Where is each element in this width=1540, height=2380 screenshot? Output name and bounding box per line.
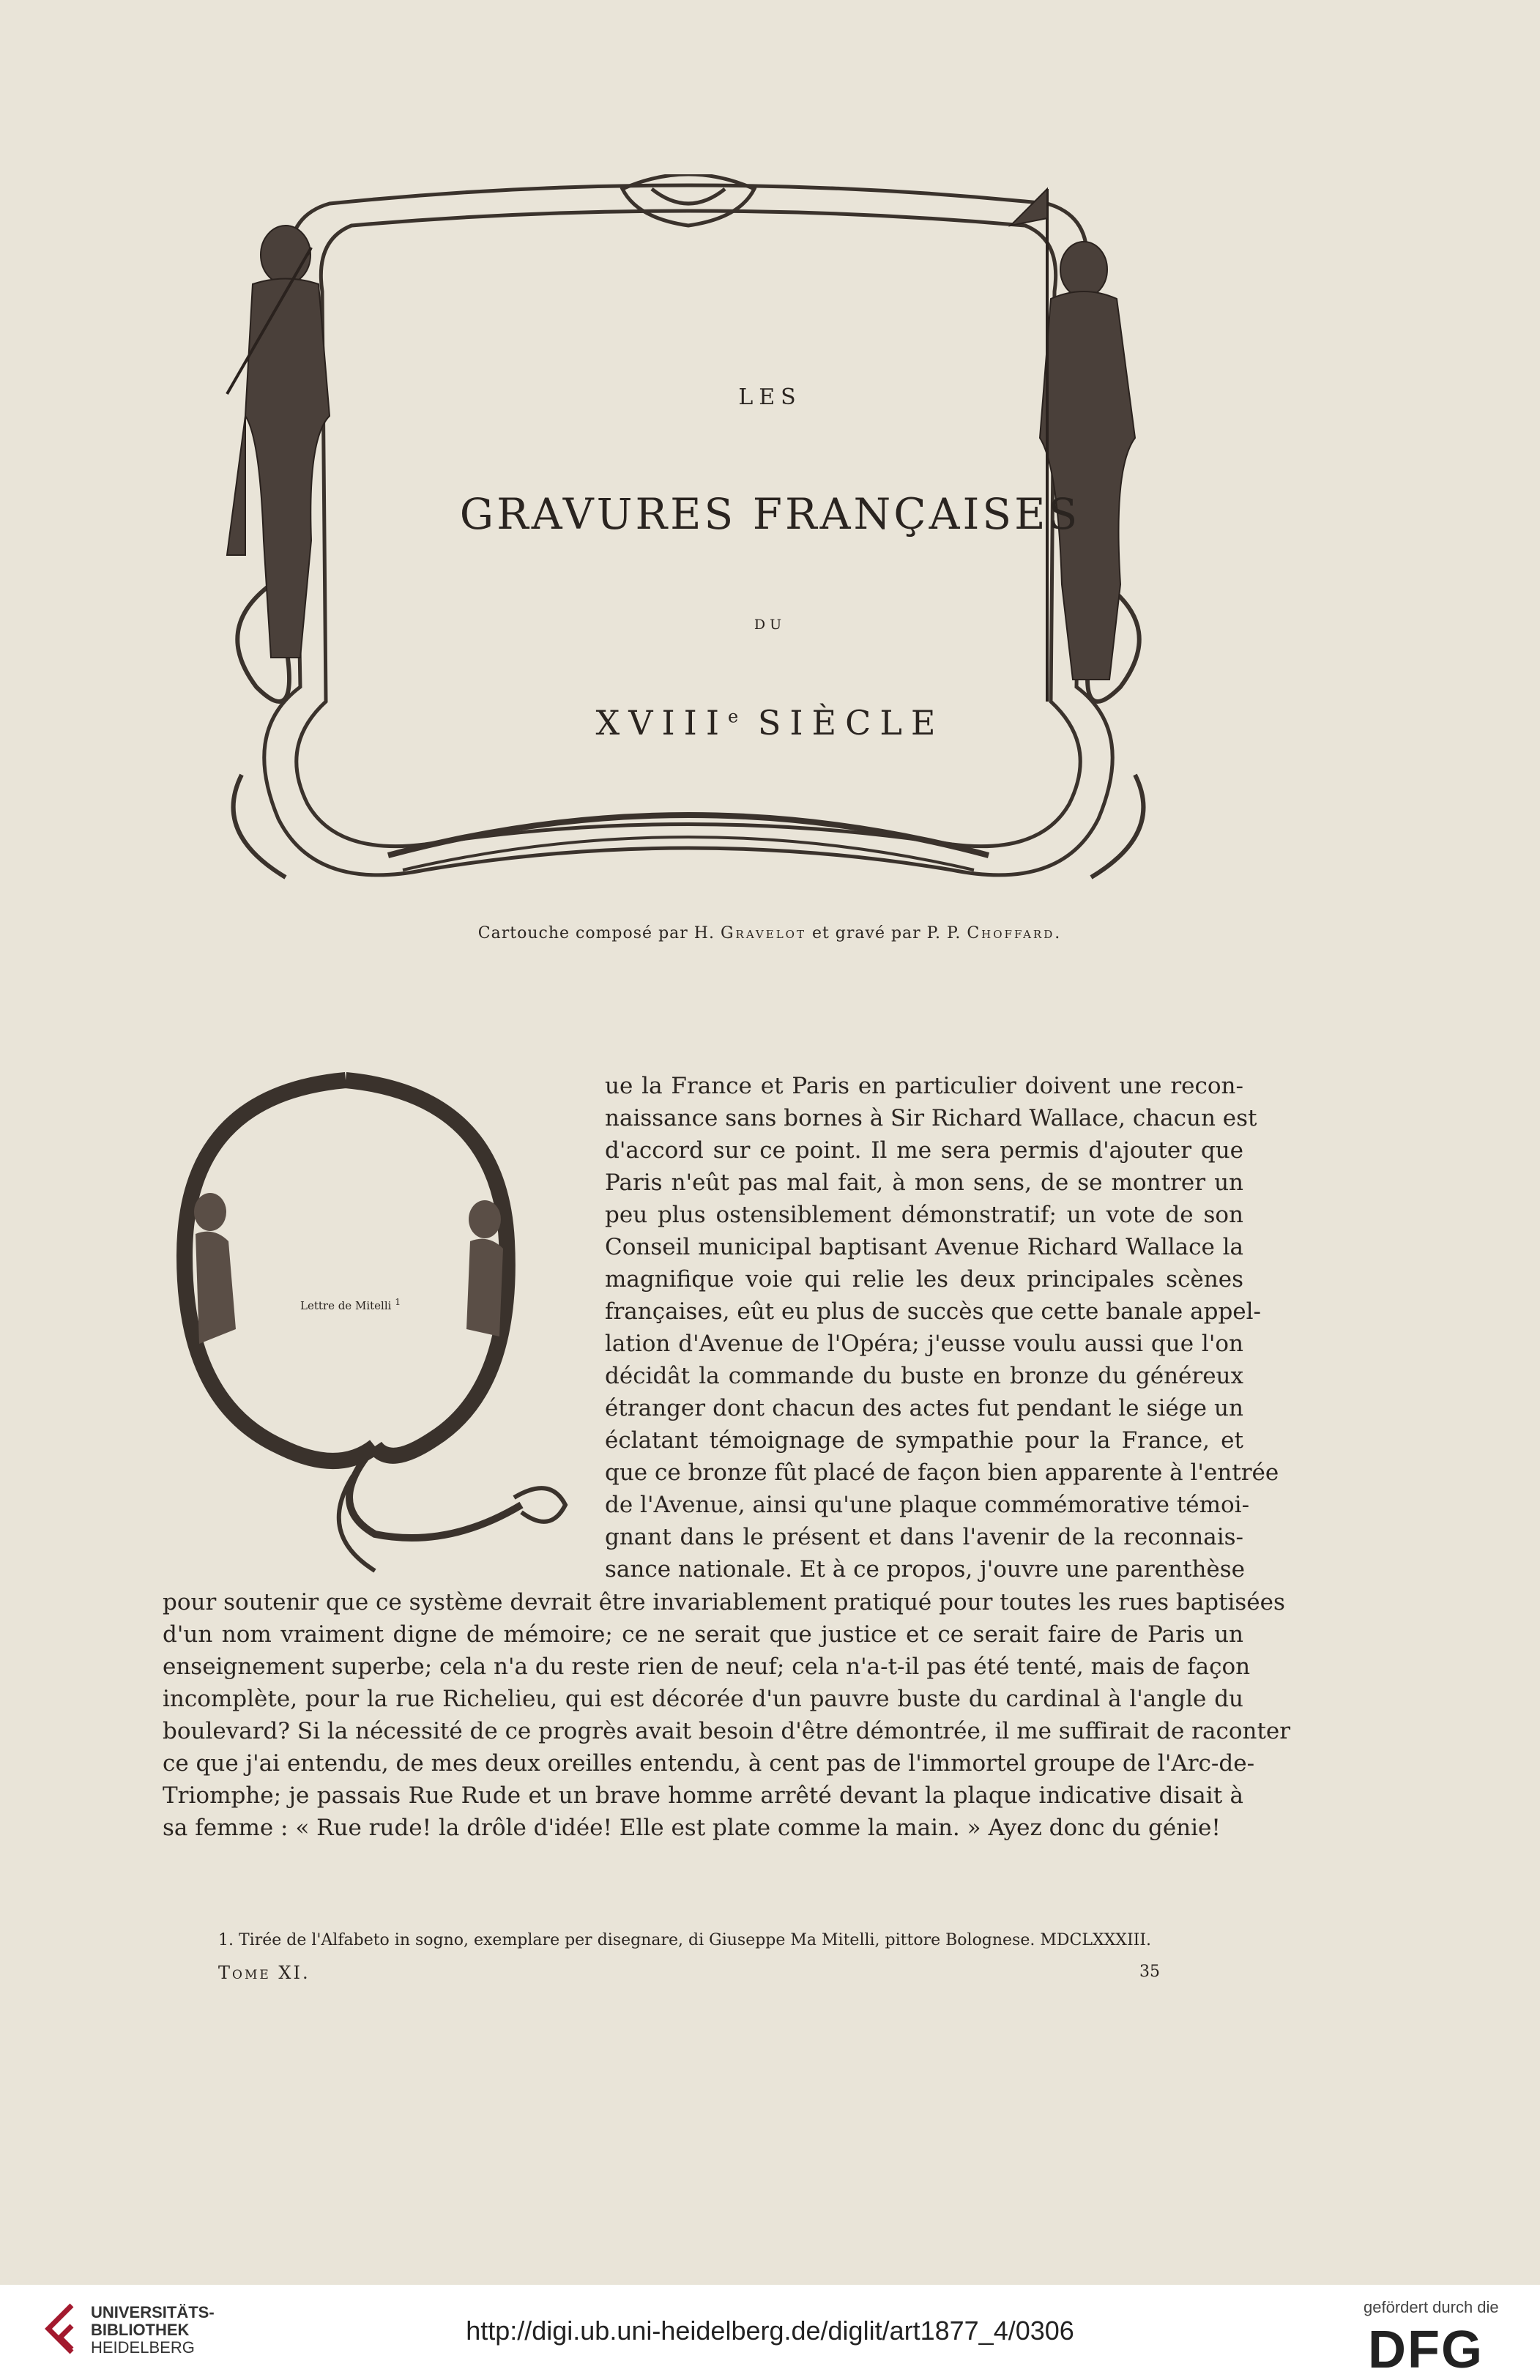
text-line: pour soutenir que ce système devrait être invariablement pratiqué pour toutes les rues baptisées [163, 1589, 1285, 1615]
volume-label: Tome XI. [218, 1963, 310, 1983]
page-number: 35 [1139, 1963, 1160, 1981]
century-numeral: XVIII [595, 703, 729, 743]
text-line: enseignement superbe; cela n'a du reste rien de neuf; cela n'a-t-il pas été tenté, mais de façon [163, 1654, 1251, 1680]
text-line: françaises, eût eu plus de succès que cette banale appel- [605, 1298, 1262, 1325]
text-line: que ce bronze fût placé de façon bien apparente à l'entrée [605, 1459, 1279, 1486]
initial-letter-caption-text: Lettre de Mitelli [300, 1299, 392, 1312]
text-line: Conseil municipal baptisant Avenue Richard Wallace la [605, 1234, 1243, 1260]
text-line: incomplète, pour la rue Richelieu, qui est décorée d'un pauvre buste du cardinal à l'angle du [163, 1686, 1243, 1712]
dfg-logo: DFG [1368, 2321, 1484, 2379]
caption-engraver-2: Choffard. [967, 924, 1063, 942]
text-line: décidât la commande du buste en bronze du généreux [605, 1363, 1243, 1389]
text-line: gnant dans le présent et dans l'avenir de la reconnais- [605, 1524, 1243, 1550]
text-line: magnifique voie qui relie les deux principales scènes [605, 1266, 1243, 1293]
text-line: peu plus ostensiblement démonstratif; un vote de son [605, 1202, 1243, 1228]
initial-letter-q [155, 1066, 595, 1600]
digitization-footer [0, 2285, 1540, 2380]
library-name-line1: UNIVERSITÄTS- [91, 2303, 215, 2321]
cartouche-engraving [183, 174, 1194, 914]
funder-label: gefördert durch die [1364, 2298, 1499, 2316]
source-url-link[interactable]: http://digi.ub.uni-heidelberg.de/diglit/art1877_4/0306 [466, 2316, 1074, 2346]
caption-middle: et gravé par P. P. [811, 924, 961, 942]
text-line: de l'Avenue, ainsi qu'une plaque commémorative témoi- [605, 1492, 1250, 1518]
caption-prefix: Cartouche composé par H. [477, 924, 715, 942]
century-superscript: e [728, 706, 739, 727]
text-line: Triomphe; je passais Rue Rude et un brave homme arrêté devant la plaque indicative disait à [163, 1782, 1243, 1809]
footnote-mark: 1 [395, 1296, 401, 1307]
text-line: ue la France et Paris en particulier doivent une recon- [605, 1073, 1243, 1099]
heading-du: DU [754, 617, 786, 633]
text-line: sa femme : « Rue rude! la drôle d'idée! Elle est plate comme la main. » Ayez donc du génie! [163, 1815, 1221, 1841]
page-title: GRAVURES FRANÇAISES [459, 489, 1081, 539]
text-line: naissance sans bornes à Sir Richard Wallace, chacun est [605, 1105, 1257, 1131]
library-name-line2: BIBLIOTHEK [91, 2321, 190, 2339]
heading-century [0, 703, 1540, 743]
heading-les: LES [738, 384, 802, 410]
text-line: éclatant témoignage de sympathie pour la France, et [605, 1427, 1243, 1454]
century-word: SIÈCLE [757, 703, 945, 743]
cartouche-caption [0, 924, 1540, 942]
library-name-line3: HEIDELBERG [91, 2338, 195, 2357]
footnote: 1. Tirée de l'Alfabeto in sogno, exemplare per disegnare, di Giuseppe Ma Mitelli, pittore Bolognese. MDCLXXXIII. [218, 1931, 1152, 1949]
text-line: lation d'Avenue de l'Opéra; j'eusse voulu aussi que l'on [605, 1331, 1243, 1357]
text-line: d'accord sur ce point. Il me sera permis d'ajouter que [605, 1137, 1243, 1164]
text-line: boulevard? Si la nécessité de ce progrès avait besoin d'être démontrée, il me suffirait de raconter [163, 1718, 1291, 1744]
text-line: ce que j'ai entendu, de mes deux oreilles entendu, à cent pas de l'immortel groupe de l'Arc-de- [163, 1750, 1255, 1777]
text-line: sance nationale. Et à ce propos, j'ouvre une parenthèse [605, 1556, 1246, 1583]
text-line: Paris n'eût pas mal fait, à mon sens, de se montrer un [605, 1169, 1243, 1196]
text-line: d'un nom vraiment digne de mémoire; ce ne serait que justice et ce serait faire de Paris un [163, 1621, 1243, 1648]
caption-engraver: Gravelot [720, 924, 806, 942]
initial-letter-caption [300, 1296, 401, 1312]
text-line: étranger dont chacun des actes fut pendant le siége un [605, 1395, 1243, 1421]
